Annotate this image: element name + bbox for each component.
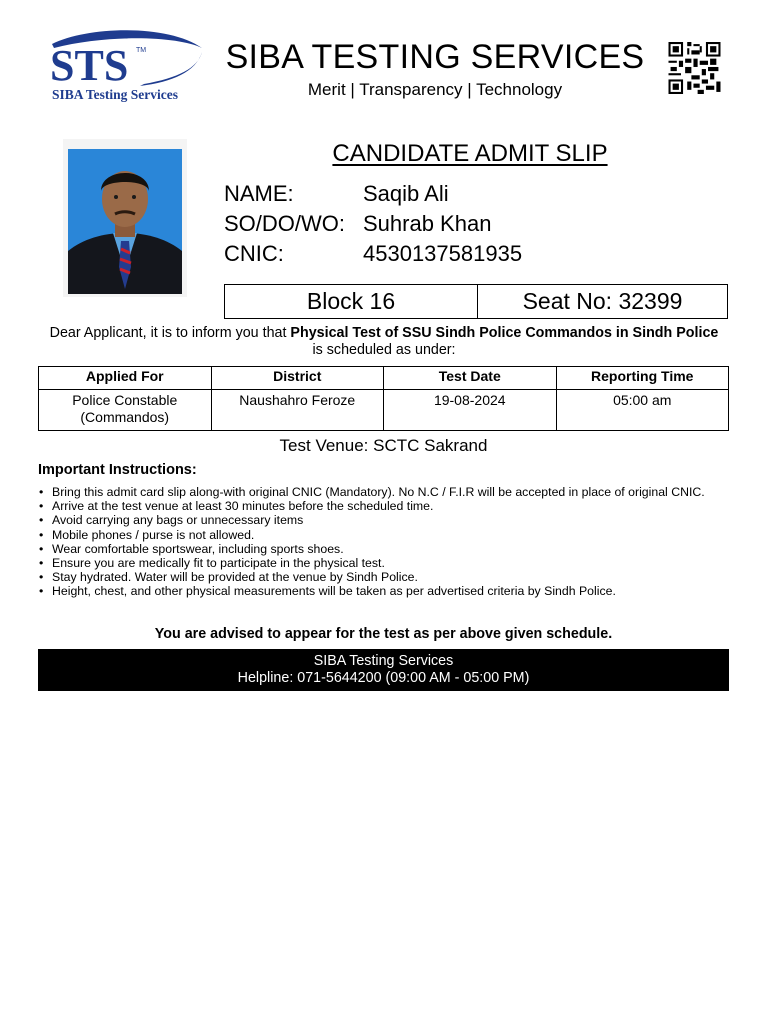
org-title: SIBA TESTING SERVICES — [225, 38, 645, 76]
name-value: Saqib Ali — [363, 181, 449, 206]
block-number: Block 16 — [306, 288, 396, 314]
name-label: NAME: — [224, 181, 294, 206]
seat-number: Seat No: 32399 — [477, 285, 727, 318]
intro-text-before: Dear Applicant, it is to inform you that — [49, 325, 291, 341]
list-item: • Bring this admit card slip along-with original CNIC (Mandatory). No N.C / F.I.R will be accepted in place of original CNIC. — [52, 485, 732, 499]
logo-subtitle: SIBA Testing Services — [52, 87, 179, 102]
instructions-heading: Important Instructions: — [38, 462, 197, 478]
logo-mark-text: STS — [50, 41, 129, 88]
list-item: • Arrive at the test venue at least 30 minutes before the scheduled time. — [52, 499, 732, 513]
list-item: • Stay hydrated. Water will be provided at the venue by Sindh Police. — [52, 570, 732, 584]
instructions-list — [52, 485, 732, 599]
intro-text-after: is scheduled as under: — [312, 342, 456, 358]
advice-text: You are advised to appear for the test as per above given schedule. — [154, 626, 613, 642]
footer-org-name: SIBA Testing Services — [313, 653, 454, 669]
candidate-photo — [63, 139, 187, 297]
list-item: • Avoid carrying any bags or unnecessary items — [52, 513, 732, 527]
block-seat-box — [224, 284, 728, 319]
cell-test-date: 19-08-2024 — [384, 390, 557, 431]
cell-applied-for: Police Constable (Commandos) — [39, 390, 212, 431]
cnic-label: CNIC: — [224, 241, 284, 266]
candidate-relation-row — [224, 211, 624, 239]
cell-district: Naushahro Feroze — [211, 390, 384, 431]
header-district: District — [211, 367, 384, 390]
table-row — [39, 390, 729, 431]
candidate-name-row — [224, 181, 624, 209]
sts-logo-mark — [48, 28, 206, 88]
cell-reporting-time: 05:00 am — [556, 390, 729, 431]
intro-text — [44, 325, 724, 359]
list-item: • Wear comfortable sportswear, including sports shoes. — [52, 542, 732, 556]
sts-logo — [48, 28, 206, 106]
qr-code-icon — [667, 42, 722, 94]
header-reporting-time: Reporting Time — [556, 367, 729, 390]
schedule-table — [38, 366, 729, 431]
test-venue: Test Venue: SCTC Sakrand — [279, 436, 488, 455]
admit-slip-title: CANDIDATE ADMIT SLIP — [332, 140, 608, 167]
org-tagline: Merit | Transparency | Technology — [307, 80, 563, 99]
intro-text-bold: Physical Test of SSU Sindh Police Commandos in Sindh Police — [290, 325, 719, 341]
logo-tm: TM — [136, 47, 147, 54]
header-applied-for: Applied For — [39, 367, 212, 390]
footer-helpline: Helpline: 071-5644200 (09:00 AM - 05:00 PM) — [237, 670, 530, 686]
relation-label: SO/DO/WO: — [224, 211, 345, 236]
list-item: • Mobile phones / purse is not allowed. — [52, 528, 732, 542]
list-item: • Height, chest, and other physical measurements will be taken as per advertised criteria by Sindh Police. — [52, 584, 732, 598]
candidate-cnic-row — [224, 241, 624, 269]
list-item: • Ensure you are medically fit to participate in the physical test. — [52, 556, 732, 570]
schedule-header-row — [39, 367, 729, 390]
relation-value: Suhrab Khan — [363, 211, 492, 236]
cnic-value: 4530137581935 — [363, 241, 523, 266]
header-test-date: Test Date — [384, 367, 557, 390]
footer-bar — [38, 649, 729, 691]
